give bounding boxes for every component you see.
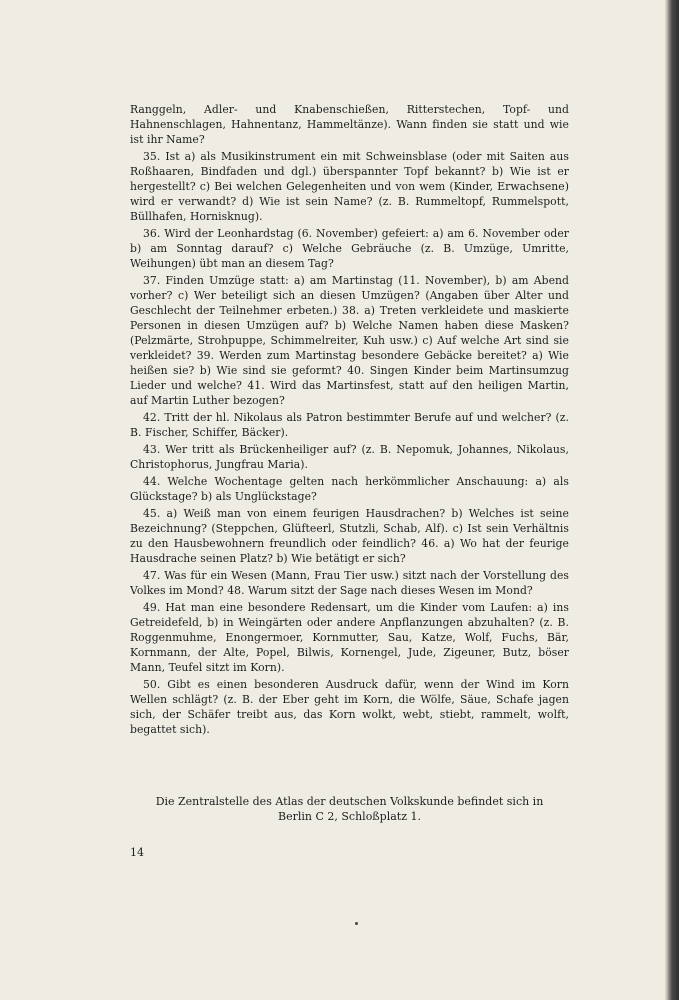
footer-line-2: Berlin C 2, Schloßplatz 1. [278, 810, 421, 823]
footer-note [150, 794, 549, 824]
paragraph-question-50: 50. Gibt es einen besonderen Ausdruck dafür, wenn der Wind im Korn Wellen schlägt? (z. B. der Eber geht im Korn, die Wölfe, Säue, Schafe jagen sich, der Schäfer treibt aus, das Korn wolkt, webt, stiebt, rammelt, wolft, begattet sich). [130, 678, 569, 736]
paragraph-question-35: 35. Ist a) als Musikinstrument ein mit Schweinsblase (oder mit Saiten aus Roßhaaren, Bindfaden und dgl.) überspannter Topf bekannt? b) Wie ist er hergestellt? c) Bei welchen Gelegenheiten und von wem (Kinder, Erwachsene) wird er verwandt? d) Wie ist sein Name? (z. B. Rummeltopf, Rummelspott, Büllhafen, Hornisknug). [130, 150, 569, 223]
paragraph-question-36: 36. Wird der Leonhardstag (6. November) gefeiert: a) am 6. November oder b) am Sonntag darauf? c) Welche Gebräuche (z. B. Umzüge, Umritte, Weihungen) übt man an diesem Tag? [130, 227, 569, 270]
ink-dot-mark [355, 922, 358, 925]
paragraph-continuation: Ranggeln, Adler- und Knabenschießen, Ritterstechen, Topf- und Hahnenschlagen, Hahnentanz, Hammeltänze). Wann finden sie statt und wie ist ihr Name? [130, 103, 569, 146]
paragraph-question-49: 49. Hat man eine besondere Redensart, um die Kinder vom Laufen: a) ins Getreidefeld, b) in Weingärten oder andere Anpflanzungen abzuhalten? (z. B. Roggenmuhme, Enongermoer, Kornmutter, Sau, Katze, Wolf, Fuchs, Bär, Kornmann, der Alte, Popel, Bilwis, Kornengel, Jude, Zigeuner, Butz, böser Mann, Teufel sitzt im Korn). [130, 601, 569, 674]
paragraph-question-45-46: 45. a) Weiß man von einem feurigen Hausdrachen? b) Welches ist seine Bezeichnung? (Steppchen, Glüfteerl, Stutzli, Schab, Alf). c) Ist sein Verhältnis zu den Hausbewohnern freundlich oder feindlich? 46. a) Wo hat der feurige Hausdrache seinen Platz? b) Wie betätigt er sich? [130, 507, 569, 565]
page-number: 14 [130, 846, 144, 859]
paragraph-question-37-41: 37. Finden Umzüge statt: a) am Martinstag (11. November), b) am Abend vorher? c) Wer beteiligt sich an diesen Umzügen? (Angaben über Alter und Geschlecht der Teilnehmer erbeten.) 38. a) Treten verkleidete und maskierte Personen in diesen Umzügen auf? b) Welche Namen haben diese Masken? (Pelzmärte, Strohpuppe, Schimmelreiter, Kuh usw.) c) Auf welche Art sind sie verkleidet? 39. Werden zum Martinstag besondere Gebäcke bereitet? a) Wie heißen sie? b) Wie sind sie geformt? 40. Singen Kinder beim Martinsumzug Lieder und welche? 41. Wird das Martinsfest, statt auf den heiligen Martin, auf Martin Luther bezogen? [130, 274, 569, 407]
paragraph-question-47-48: 47. Was für ein Wesen (Mann, Frau Tier usw.) sitzt nach der Vorstellung des Volkes im Mond? 48. Warum sitzt der Sage nach dieses Wesen im Mond? [130, 569, 569, 597]
footer-line-1: Die Zentralstelle des Atlas der deutschen Volkskunde befindet sich in [155, 795, 544, 808]
page-edge-shadow [666, 0, 679, 1000]
questionnaire-text [130, 102, 569, 739]
paragraph-question-42: 42. Tritt der hl. Nikolaus als Patron bestimmter Berufe auf und welcher? (z. B. Fischer, Schiffer, Bäcker). [130, 411, 569, 439]
paragraph-question-43: 43. Wer tritt als Brückenheiliger auf? (z. B. Nepomuk, Johannes, Nikolaus, Christophorus, Jungfrau Maria). [130, 443, 569, 471]
paragraph-question-44: 44. Welche Wochentage gelten nach herkömmlicher Anschauung: a) als Glückstage? b) als Unglückstage? [130, 475, 569, 503]
